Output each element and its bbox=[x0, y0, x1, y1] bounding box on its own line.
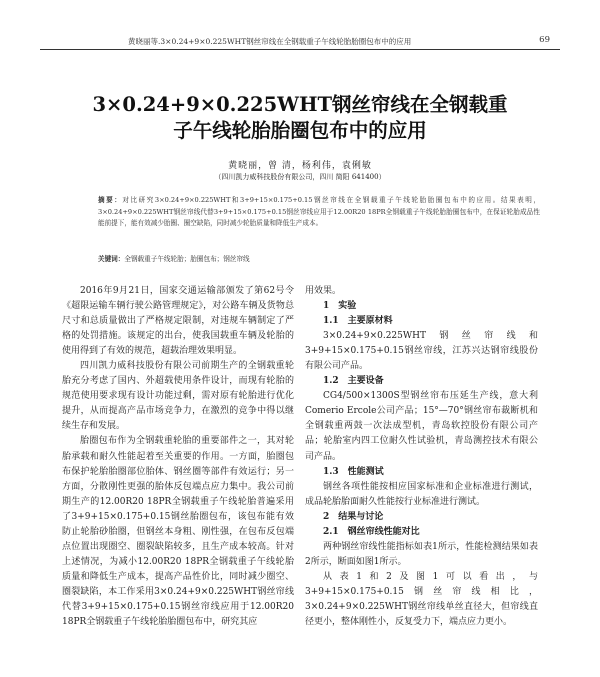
keywords-text: 全钢载重子午线轮胎；胎圈包布；钢丝帘线 bbox=[124, 255, 250, 263]
page-number: 69 bbox=[539, 35, 550, 45]
authors: 黄晓丽，曾 清，杨利伟，袁俐敏 bbox=[228, 161, 372, 171]
paragraph-intro-3: 胎圈包布作为全钢载重轮胎的重要部件之一，其对轮胎承载和耐久性能起着至关重要的作用。一方面，胎圈包布保护轮胎胎圈部位胎体、钢丝圈等部件有效运行；另一方面，分散刚性更强的胎体反包端点应力集中。我公司前期生产的12.00R20 18PR全钢载重子午线轮胎普遍采用了3+9+15×0.175+0.15钢丝胎圈包布，该包布能有效防止轮胎砂胎圈，但钢丝本身粗、刚性强，在包布反包端点位置出现圈空、圈裂缺陷较多，且生产成本较高。针对上述情况，为减小12.00R20 18PR全钢载重子午线轮胎质量和降低生产成本，提高产品性价比，同时减少圈空、圈裂缺陷，本工作采用3×0.24+9×0.225WHT钢丝帘线代替3+9+15×0.175+0.15钢丝帘线应用于12.00R20 18PR全钢载重子午线轮胎胎圈包布中，研究其应 bbox=[62, 436, 294, 628]
keywords-label: 关键词： bbox=[98, 255, 125, 263]
paragraph-testing: 钢丝各项性能按相应国家标准和企业标准进行测试，成品轮胎胎面耐久性能按行业标准进行测试。 bbox=[305, 481, 538, 507]
abstract-label: 摘要： bbox=[98, 196, 123, 204]
section-heading-2: 2 结果与讨论 bbox=[323, 511, 384, 522]
paragraph-materials: 3×0.24+9×0.225WHT钢丝帘线和3+9+15×0.175+0.15钢丝帘线，江苏兴达钢帘线股份有限公司产品。 bbox=[305, 331, 538, 372]
paragraph-continuation: 用效果。 bbox=[305, 286, 342, 296]
running-header bbox=[40, 33, 560, 50]
subsection-heading-1-2: 1.2 主要设备 bbox=[323, 376, 384, 387]
right-column bbox=[305, 284, 538, 630]
article-title bbox=[40, 92, 560, 144]
paragraph-results-2: 从表1和2及图1可以看出，与3+9+15×0.175+0.15钢丝帘线相比，3×0.24+9×0.225WHT钢丝帘线单丝直径大，但帘线直径更小，整体刚性小，反复受力下，端点应力更小。 bbox=[305, 571, 538, 628]
abstract-text: 对比研究3×0.24+9×0.225WHT和3+9+15×0.175+0.15钢丝帘线在全钢载重子午线轮胎胎圈包布中的应用。结果表明，3×0.24+9×0.225WHT钢丝帘线代替3+9+15×0.175+0.15钢丝帘线应用于12.00R20 18PR全钢载重子午线轮胎胎圈包布中，在保证轮胎成品性能前提下，能有效减少胎圈、圈空缺陷，同时减少轮胎质量和降低生产成本。 bbox=[98, 196, 541, 227]
title-line-2: 子午线轮胎胎圈包布中的应用 bbox=[173, 119, 427, 142]
section-heading-1: 1 实验 bbox=[323, 301, 357, 312]
left-column bbox=[62, 284, 294, 630]
paragraph-results-1: 两种钢丝帘线性能指标如表1所示，性能检测结果如表2所示，断面如图1所示。 bbox=[305, 541, 538, 567]
keywords bbox=[98, 254, 540, 265]
affiliation: （四川凯力威科技股份有限公司，四川 简阳 641400） bbox=[214, 173, 386, 181]
running-title: 黄晓丽等.3×0.24+9×0.225WHT钢丝帘线在全钢载重子午线轮胎胎圈包布中的应用 bbox=[128, 37, 412, 46]
paragraph-intro-2: 四川凯力威科技股份有限公司前期生产的全钢载重轮胎充分考虑了国内、外超载使用条件设计，而现有轮胎的规范使用要求现有设计功能过剩，需对原有轮胎进行优化提升，从而提高产品市场竞争力，在激烈的竞争中得以继续生存和发展。 bbox=[62, 361, 294, 432]
subsection-heading-1-3: 1.3 性能测试 bbox=[323, 466, 384, 477]
subsection-heading-2-1: 2.1 钢丝帘线性能对比 bbox=[323, 526, 420, 537]
paragraph-equipment: CG4/500×1300S型钢丝帘布压延生产线，意大利Comerio Ercole公司产品；15°—70°钢丝帘布裁断机和全钢载重两鼓一次法成型机，青岛软控股份有限公司产品；轮胎室内四工位耐久性试验机，青岛测控技术有限公司产品。 bbox=[305, 391, 538, 462]
abstract bbox=[98, 195, 540, 230]
title-line-1: 3×0.24+9×0.225WHT钢丝帘线在全钢载重 bbox=[92, 93, 508, 116]
subsection-heading-1-1: 1.1 主要原材料 bbox=[323, 316, 393, 327]
paragraph-intro-1: 2016年9月21日，国家交通运输部颁发了第62号令《超限运输车辆行驶公路管理规定》，对公路车辆及货物总尺寸和总质量做出了严格规定限制，对违规车辆制定了严格的处罚措施。该规定的出台，使我国载重车辆及轮胎的使用得到了有效的规范，超载治理效果明显。 bbox=[62, 286, 294, 357]
